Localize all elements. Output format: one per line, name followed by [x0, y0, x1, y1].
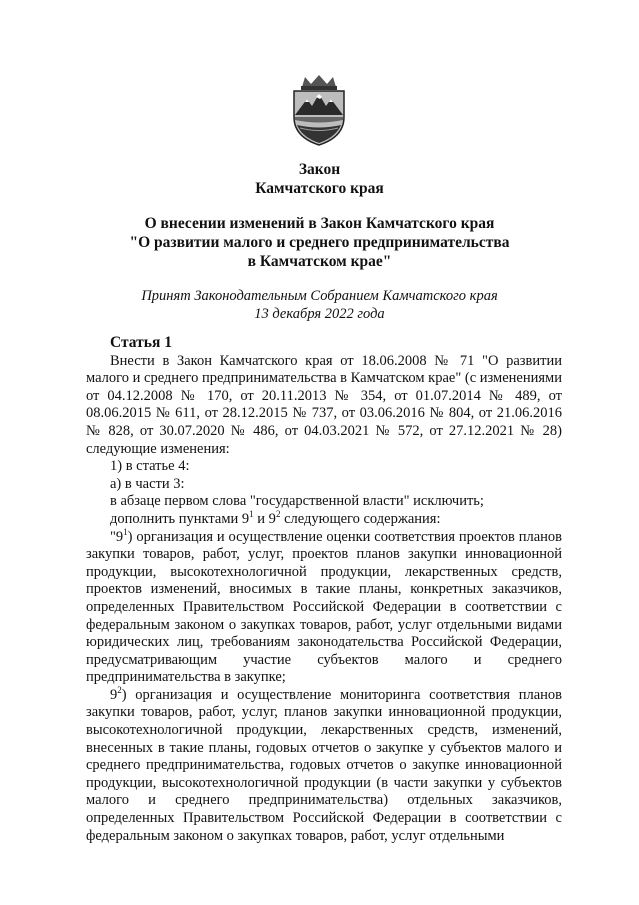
add-points-sup-1: 1 [249, 509, 254, 520]
amendment-item-a: а) в части 3: [110, 475, 185, 492]
law-subject-line-1: О внесении изменений в Закон Камчатского края [144, 215, 495, 232]
law-title [60, 160, 579, 198]
point-9-2-text: ) организация и осуществление мониторинга соответствия планов закупки товаров, работ, услуг, планов закупки инновационной продукции, высокотехнологичной продукции, лекарственных средств, изменений, внесенных в такие планы, годовых отчетов о закупке у субъектов малого и среднего предпринимательства, годовых отчетов о закупке инновационной продукции, высокотехнологичной продукции (в части закупки у субъектов малого и среднего предпринимательства) отдельных заказчиков, определенных Правительством Российской Федерации в соответствии с федеральным законом о закупках товаров, работ, услуг отдельными [86, 686, 562, 844]
amendment-add-points [110, 511, 562, 529]
add-points-mid: и 9 [253, 510, 276, 527]
article-intro: Внести в Закон Камчатского края от 18.06.2008 № 71 "О развитии малого и среднего предпринимательства в Камчатском крае" (с изменениями от 04.12.2008 № 170, от 20.11.2013 № 354, от 01.07.2014 № 489, от 08.06.2015 № 611, от 28.12.2015 № 737, от 03.06.2016 № 804, от 21.06.2016 № 828, от 30.07.2020 № 486, от 04.03.2021 № 572, от 27.12.2021 № 28) следующие изменения: [86, 352, 562, 457]
adoption-date: 13 декабря 2022 года [254, 306, 385, 322]
add-points-suffix: следующего содержания: [280, 510, 441, 527]
add-points-prefix: дополнить пунктами 9 [110, 510, 250, 527]
law-subject-line-3: в Камчатском крае" [247, 253, 392, 270]
point-9-1-text: ) организация и осуществление оценки соответствия проектов планов закупки товаров, работ, услуг, проектов планов закупки инновационной продукции, высокотехнологичной продукции, лекарственных средств, проектов изменений, вносимых в такие планы, конкретных заказчиков, определенных Правительством Российской Федерации в соответствии с федеральным законом о закупках товаров, работ, услуг отдельными видами юридических лиц, требованиям законодательства Российской Федерации, предусматривающим участие субъектов малого и среднего предпринимательства в закупке; [86, 528, 562, 686]
adoption-body: Принят Законодательным Собранием Камчатского края [141, 288, 498, 304]
point-9-2-sup: 2 [117, 685, 122, 696]
point-9-1 [86, 526, 562, 687]
point-9-2 [86, 687, 562, 845]
article-body [86, 334, 562, 845]
kamchatka-coat-of-arms-icon [288, 73, 350, 147]
law-subject [60, 214, 579, 271]
law-subject-line-2: "О развитии малого и среднего предпринимательства [129, 234, 510, 251]
law-title-region: Камчатского края [255, 180, 384, 197]
point-9-1-sup: 1 [123, 526, 128, 537]
law-title-line: Закон [298, 161, 341, 178]
point-9-2-number: 9 [110, 686, 118, 703]
adoption-note [60, 287, 579, 323]
amendment-paragraph-1: в абзаце первом слова "государственной власти" исключить; [110, 493, 484, 510]
amendment-item-1: 1) в статье 4: [110, 458, 190, 475]
add-points-sup-2: 2 [275, 509, 281, 520]
point-9-1-number: "9 [110, 528, 124, 545]
article-heading: Статья 1 [110, 334, 172, 351]
